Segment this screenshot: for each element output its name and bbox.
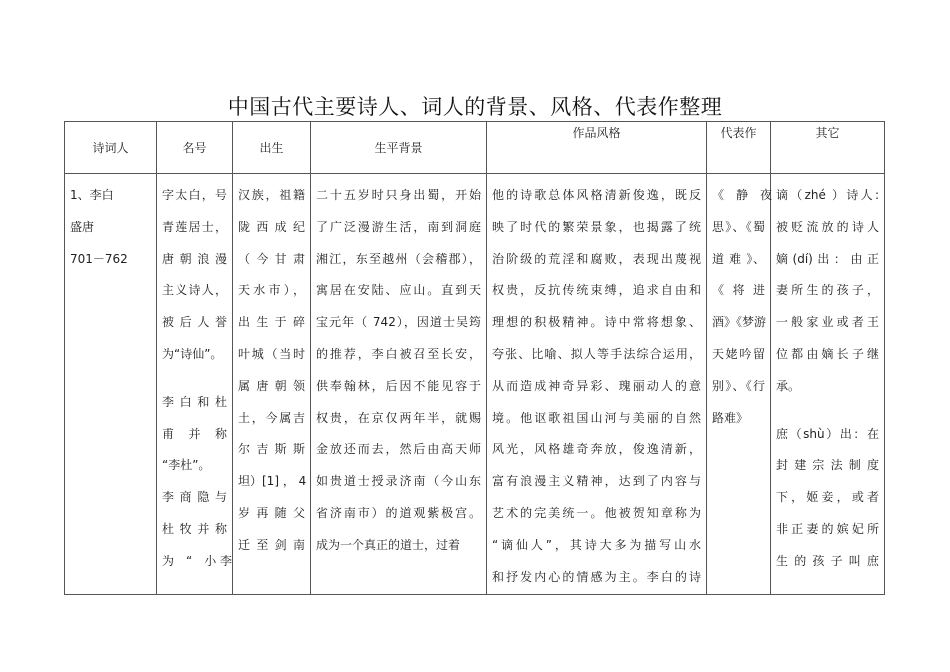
other-line: 下，姬妾，或者 bbox=[776, 490, 879, 505]
name-line: 杜 牧 并 称 bbox=[162, 521, 227, 536]
style-line: 理想的积极精神。诗中常将想象、 bbox=[492, 315, 701, 330]
name-line: 主义诗人， bbox=[162, 283, 227, 298]
header-other: 其它 bbox=[771, 122, 885, 174]
other-line: 妻所生的孩子， bbox=[776, 283, 879, 298]
other-line: 非正妻的嫔妃所 bbox=[776, 521, 879, 536]
document-title: 中国古代主要诗人、词人的背景、风格、代表作整理 bbox=[227, 95, 723, 119]
cell-name bbox=[157, 174, 233, 595]
birth-line: 陇 西 成 纪 bbox=[238, 219, 305, 234]
life-line: 了广泛漫游生活，南到洞庭 bbox=[316, 219, 481, 234]
life-line: 供奉翰林，后因不能见容于 bbox=[316, 378, 481, 393]
birth-line: 属 唐 朝 领 bbox=[238, 378, 305, 393]
cell-works bbox=[707, 174, 771, 595]
header-style: 作品风格 bbox=[487, 122, 707, 174]
cell-birth bbox=[233, 174, 311, 595]
works-line: 路难》 bbox=[712, 410, 749, 425]
cell-other bbox=[771, 174, 885, 595]
birth-line: （ 今 甘 肃 bbox=[238, 251, 305, 266]
style-line: 风光，风格雄奇奔放，俊逸清新， bbox=[492, 442, 701, 457]
poet-table bbox=[64, 121, 885, 595]
birth-line: 出 生 于 碎 bbox=[238, 315, 305, 330]
header-poet: 诗词人 bbox=[65, 122, 157, 174]
life-line: 寓居在安陆、应山。直到天 bbox=[316, 283, 481, 298]
style-line: 治阶级的荒淫和腐败，表现出蔑视 bbox=[492, 251, 701, 266]
birth-line: 汉族，祖籍 bbox=[238, 188, 305, 202]
header-life: 生平背景 bbox=[311, 122, 487, 174]
works-line: 《 将 进 bbox=[712, 283, 765, 298]
birth-line: 坦）[1] ， 4 bbox=[238, 474, 307, 489]
other-line: 嫡(dí)出：由正 bbox=[776, 251, 879, 266]
style-line: “谪仙人”，其诗大多为描写山水 bbox=[492, 537, 701, 552]
birth-line: 岁 再 随 父 bbox=[238, 505, 305, 520]
name-line: 李 商 隐 与 bbox=[162, 490, 227, 505]
poet-era: 盛唐 bbox=[70, 219, 95, 234]
works-line: 酒》《梦游 bbox=[712, 315, 767, 330]
works-line: 道 难 》、 bbox=[712, 251, 765, 266]
life-line: 金放还而去，然后由高天师 bbox=[316, 442, 481, 457]
life-line: 省济南市）的道观紫极宫。 bbox=[316, 505, 481, 520]
birth-line: 天水市）， bbox=[238, 283, 305, 298]
name-line: 李 白 和 杜 bbox=[162, 394, 227, 409]
life-line: 的推荐，李白被召至长安， bbox=[316, 346, 481, 361]
style-line: 他的诗歌总体风格清新俊逸，既反 bbox=[492, 188, 701, 202]
header-works: 代表作 bbox=[707, 122, 771, 174]
header-birth: 出生 bbox=[233, 122, 311, 174]
works-line: 别》、《行 bbox=[712, 378, 765, 393]
life-line: 宝元年（ 742），因道士吴筠 bbox=[316, 315, 481, 330]
header-name: 名号 bbox=[157, 122, 233, 174]
birth-line: 叶城（当时 bbox=[238, 346, 305, 361]
name-line: 被 后 人 誉 bbox=[162, 315, 227, 330]
style-line: 夸张、比喻、拟人等手法综合运用， bbox=[492, 346, 701, 361]
name-line: “李杜”。 bbox=[162, 458, 211, 473]
style-line: 映了时代的繁荣景象，也揭露了统 bbox=[492, 219, 701, 234]
name-line: 为 “ 小 李 bbox=[162, 553, 233, 568]
style-line: 富有浪漫主义精神，达到了内容与 bbox=[492, 474, 701, 489]
poet-name: 1、李白 bbox=[70, 188, 114, 202]
other-line: 一般家业或者王 bbox=[776, 315, 879, 330]
other-line: 被贬流放的诗人 bbox=[776, 219, 879, 234]
other-line: 封 建 宗 法 制 度 bbox=[776, 458, 879, 473]
works-line: 天姥吟留 bbox=[712, 346, 765, 361]
birth-line: 尔 吉 斯 斯 bbox=[238, 442, 305, 457]
works-line: 思》、《蜀 bbox=[712, 219, 765, 234]
other-line: 承。 bbox=[776, 378, 801, 393]
table-row bbox=[65, 174, 885, 595]
life-line: 权贵，在京仅两年半，就赐 bbox=[316, 410, 481, 425]
birth-line: 迁 至 剑 南 bbox=[238, 537, 305, 552]
name-line: 字太白，号 bbox=[162, 188, 227, 202]
other-line: 庶（shù）出：在 bbox=[776, 426, 879, 441]
other-line: 位都由嫡长子继 bbox=[776, 346, 879, 361]
life-line: 成为一个真正的道士，过着 bbox=[316, 537, 461, 552]
name-line: 甫 并 称 bbox=[162, 426, 227, 441]
style-line: 权贵，反抗传统束缚，追求自由和 bbox=[492, 283, 701, 298]
other-line: 谪（zhé ）诗人: bbox=[776, 188, 879, 202]
cell-life bbox=[311, 174, 487, 595]
name-line: 青莲居士， bbox=[162, 219, 227, 234]
life-line: 二十五岁时只身出蜀，开始 bbox=[316, 188, 481, 202]
birth-line: 土，今属吉 bbox=[238, 410, 305, 425]
works-line: 《 静 夜 bbox=[712, 188, 773, 202]
poet-years: 701－762 bbox=[70, 251, 128, 266]
life-line: 如贵道士授录济南（今山东 bbox=[316, 474, 481, 489]
header-row bbox=[65, 122, 885, 174]
style-line: 和抒发内心的情感为主。李白的诗 bbox=[492, 569, 701, 584]
style-line: 从而造成神奇异彩、瑰丽动人的意 bbox=[492, 378, 701, 393]
name-line: 唐 朝 浪 漫 bbox=[162, 251, 227, 266]
style-line: 境。他讴歌祖国山河与美丽的自然 bbox=[492, 410, 701, 425]
name-line: 为“诗仙”。 bbox=[162, 346, 223, 361]
other-line: 生 的 孩 子 叫 庶 bbox=[776, 553, 879, 568]
style-line: 艺术的完美统一。他被贺知章称为 bbox=[492, 505, 701, 520]
life-line: 湘江，东至越州（会稽郡）， bbox=[316, 251, 481, 266]
cell-style bbox=[487, 174, 707, 595]
cell-poet bbox=[65, 174, 157, 595]
